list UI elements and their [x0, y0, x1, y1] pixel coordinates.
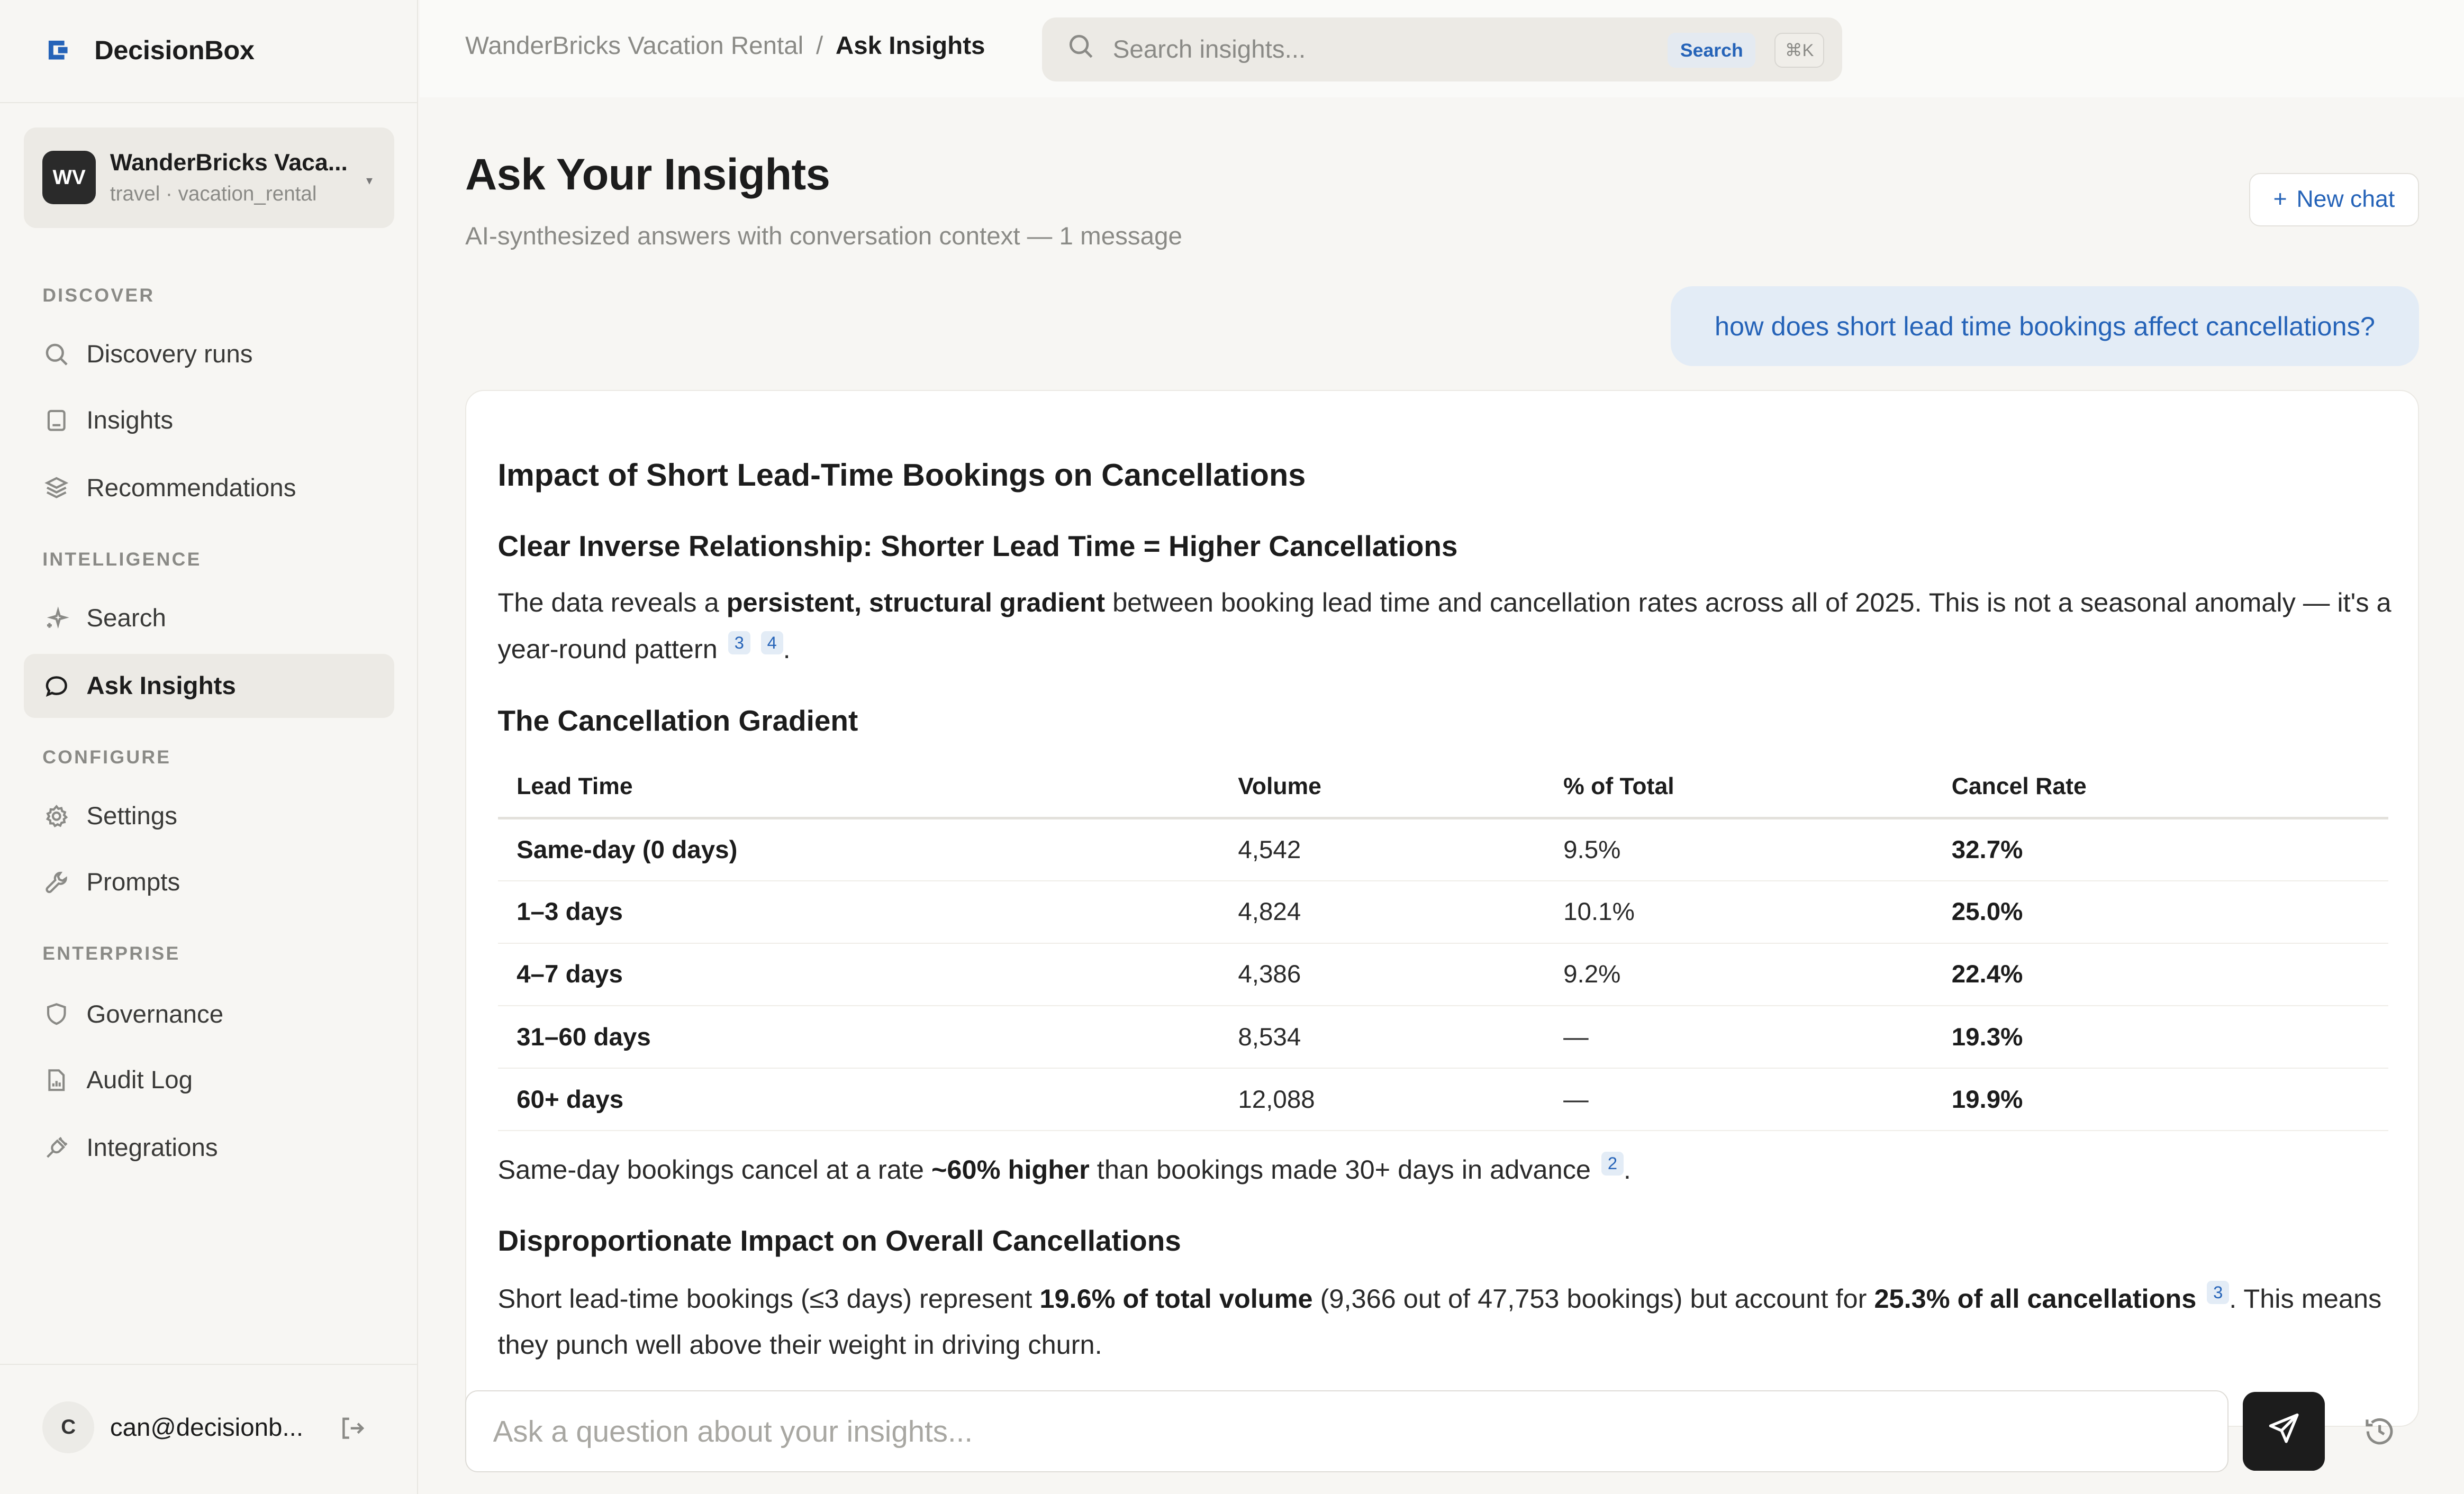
citation-badge[interactable]: 3	[728, 631, 750, 655]
table-cell: —	[1545, 1068, 1933, 1131]
nav-section-configure: CONFIGURE	[42, 746, 171, 768]
plug-icon	[44, 1135, 69, 1161]
page-title: Ask Your Insights	[465, 150, 830, 199]
sidebar-item-ask-insights[interactable]	[24, 654, 395, 718]
wrench-icon	[44, 870, 69, 895]
divider	[0, 102, 418, 103]
breadcrumb	[465, 31, 985, 60]
question-input[interactable]	[493, 1414, 2191, 1449]
chat-bubble-icon	[44, 673, 69, 699]
sidebar-item-label: Audit Log	[86, 1066, 193, 1095]
logo-icon	[44, 36, 72, 64]
assistant-answer-card	[465, 390, 2419, 1427]
sidebar-item-discovery-runs[interactable]	[24, 322, 395, 387]
app-name: DecisionBox	[94, 35, 255, 66]
table-cell: 4–7 days	[498, 943, 1219, 1006]
cancellation-gradient-table	[498, 757, 2389, 1132]
column-header: % of Total	[1545, 757, 1933, 818]
breadcrumb-item-project[interactable]: WanderBricks Vacation Rental	[465, 32, 804, 60]
sidebar-item-label: Settings	[86, 802, 178, 831]
keyboard-shortcut: ⌘K	[1774, 33, 1824, 67]
table-cell: 4,824	[1219, 881, 1545, 943]
sidebar-item-label: Search	[86, 604, 166, 633]
table-row	[498, 881, 2389, 943]
history-icon[interactable]	[2362, 1414, 2397, 1449]
divider	[0, 1364, 418, 1365]
sidebar-item-label: Integrations	[86, 1134, 218, 1162]
sidebar-item-settings[interactable]	[24, 784, 395, 849]
table-cell: 31–60 days	[498, 1006, 1219, 1068]
send-button[interactable]	[2243, 1392, 2324, 1471]
answer-heading-gradient: The Cancellation Gradient	[497, 704, 858, 737]
sidebar-item-recommendations[interactable]	[24, 456, 395, 520]
column-header: Cancel Rate	[1933, 757, 2388, 818]
caret-down-icon: ▾	[366, 173, 373, 188]
user-email: can@decisionb...	[110, 1413, 304, 1442]
table-cell: 4,542	[1219, 818, 1545, 880]
table-row	[498, 1068, 2389, 1131]
sidebar-item-label: Recommendations	[86, 473, 296, 502]
table-cell: 12,088	[1219, 1068, 1545, 1131]
sidebar-item-label: Prompts	[86, 868, 180, 897]
nav-section-enterprise: ENTERPRISE	[42, 943, 180, 964]
answer-heading-impact: Disproportionate Impact on Overall Cancellations	[497, 1224, 1181, 1257]
sidebar-item-audit-log[interactable]	[24, 1048, 395, 1113]
send-icon	[2267, 1411, 2301, 1452]
citation-badge[interactable]: 4	[761, 631, 783, 655]
table-cell: 19.9%	[1933, 1068, 2388, 1131]
table-cell: 60+ days	[498, 1068, 1219, 1131]
top-bar	[420, 0, 2464, 97]
answer-paragraph-3: Short lead-time bookings (≤3 days) represent 19.6% of total volume (9,366 out of 47,753 bookings) but account for 25.3% of all cancellations 3 . This means they punch well above their weight in driving churn.	[498, 1276, 2400, 1368]
table-cell: 9.2%	[1545, 943, 1933, 1006]
citation-badge[interactable]: 2	[1601, 1152, 1624, 1176]
nav-section-intelligence: INTELLIGENCE	[42, 548, 202, 570]
table-cell: 10.1%	[1545, 881, 1933, 943]
user-message-bubble: how does short lead time bookings affect cancellations?	[1671, 286, 2419, 366]
main-content	[420, 97, 2464, 1494]
layers-icon	[44, 475, 69, 500]
sidebar-item-integrations[interactable]	[24, 1116, 395, 1180]
table-cell: 8,534	[1219, 1006, 1545, 1068]
table-cell: 1–3 days	[498, 881, 1219, 943]
brand[interactable]	[44, 34, 255, 66]
search-icon	[1067, 33, 1094, 66]
breadcrumb-item-current: Ask Insights	[835, 32, 985, 60]
new-chat-label: New chat	[2296, 186, 2395, 213]
gear-icon	[44, 804, 69, 829]
search-button[interactable]: Search	[1668, 33, 1755, 67]
user-profile[interactable]	[42, 1401, 314, 1453]
citation-badge[interactable]: 3	[2207, 1281, 2229, 1305]
table-row	[498, 943, 2389, 1006]
table-cell: 19.3%	[1933, 1006, 2388, 1068]
table-cell: 22.4%	[1933, 943, 2388, 1006]
sidebar-item-label: Governance	[86, 1000, 224, 1028]
answer-paragraph-1: The data reveals a persistent, structural gradient between booking lead time and cancellation rates across all of 2025. This is not a seasonal anomaly — it's a year-round pattern 3 4 .	[497, 587, 2391, 664]
breadcrumb-separator: /	[816, 32, 823, 60]
nav-section-discover: DISCOVER	[42, 284, 155, 306]
column-header: Volume	[1219, 757, 1545, 818]
sidebar	[0, 0, 418, 1494]
file-chart-icon	[44, 1068, 69, 1093]
sidebar-item-search[interactable]	[24, 586, 395, 651]
avatar: C	[42, 1401, 94, 1453]
plus-icon: +	[2273, 186, 2287, 213]
workspace-subtitle: travel · vacation_rental	[110, 182, 317, 205]
search-icon	[44, 342, 69, 367]
answer-paragraph-2: Same-day bookings cancel at a rate ~60% higher than bookings made 30+ days in advance 2 .	[498, 1146, 2400, 1193]
search-bar[interactable]	[1042, 17, 1842, 82]
sidebar-item-insights[interactable]	[24, 388, 395, 453]
table-header-row	[498, 757, 2389, 818]
sidebar-item-label: Discovery runs	[86, 340, 253, 369]
table-cell: 32.7%	[1933, 818, 2388, 880]
page-subtitle: AI-synthesized answers with conversation context — 1 message	[465, 222, 1182, 250]
workspace-switcher[interactable]	[24, 127, 395, 228]
sidebar-item-prompts[interactable]	[24, 850, 395, 915]
sidebar-item-label: Insights	[86, 406, 174, 434]
answer-heading-relationship: Clear Inverse Relationship: Shorter Lead Time = Higher Cancellations	[497, 529, 1458, 562]
shield-icon	[44, 1001, 69, 1027]
column-header: Lead Time	[498, 757, 1219, 818]
sparkle-icon	[44, 606, 69, 631]
table-cell: —	[1545, 1006, 1933, 1068]
new-chat-button[interactable]	[2249, 173, 2419, 226]
table-cell: 25.0%	[1933, 881, 2388, 943]
composer[interactable]	[465, 1390, 2229, 1472]
sidebar-item-governance[interactable]	[24, 982, 395, 1046]
sidebar-item-label: Ask Insights	[86, 671, 236, 700]
table-row	[498, 818, 2389, 880]
document-icon	[44, 408, 69, 433]
table-row	[498, 1006, 2389, 1068]
table-cell: 9.5%	[1545, 818, 1933, 880]
workspace-name: WanderBricks Vaca...	[110, 149, 348, 176]
workspace-avatar: WV	[42, 151, 96, 204]
search-input[interactable]	[1113, 35, 1647, 64]
logout-icon[interactable]	[338, 1414, 366, 1449]
answer-title: Impact of Short Lead-Time Bookings on Cancellations	[497, 457, 1306, 493]
table-cell: 4,386	[1219, 943, 1545, 1006]
table-cell: Same-day (0 days)	[498, 818, 1219, 880]
